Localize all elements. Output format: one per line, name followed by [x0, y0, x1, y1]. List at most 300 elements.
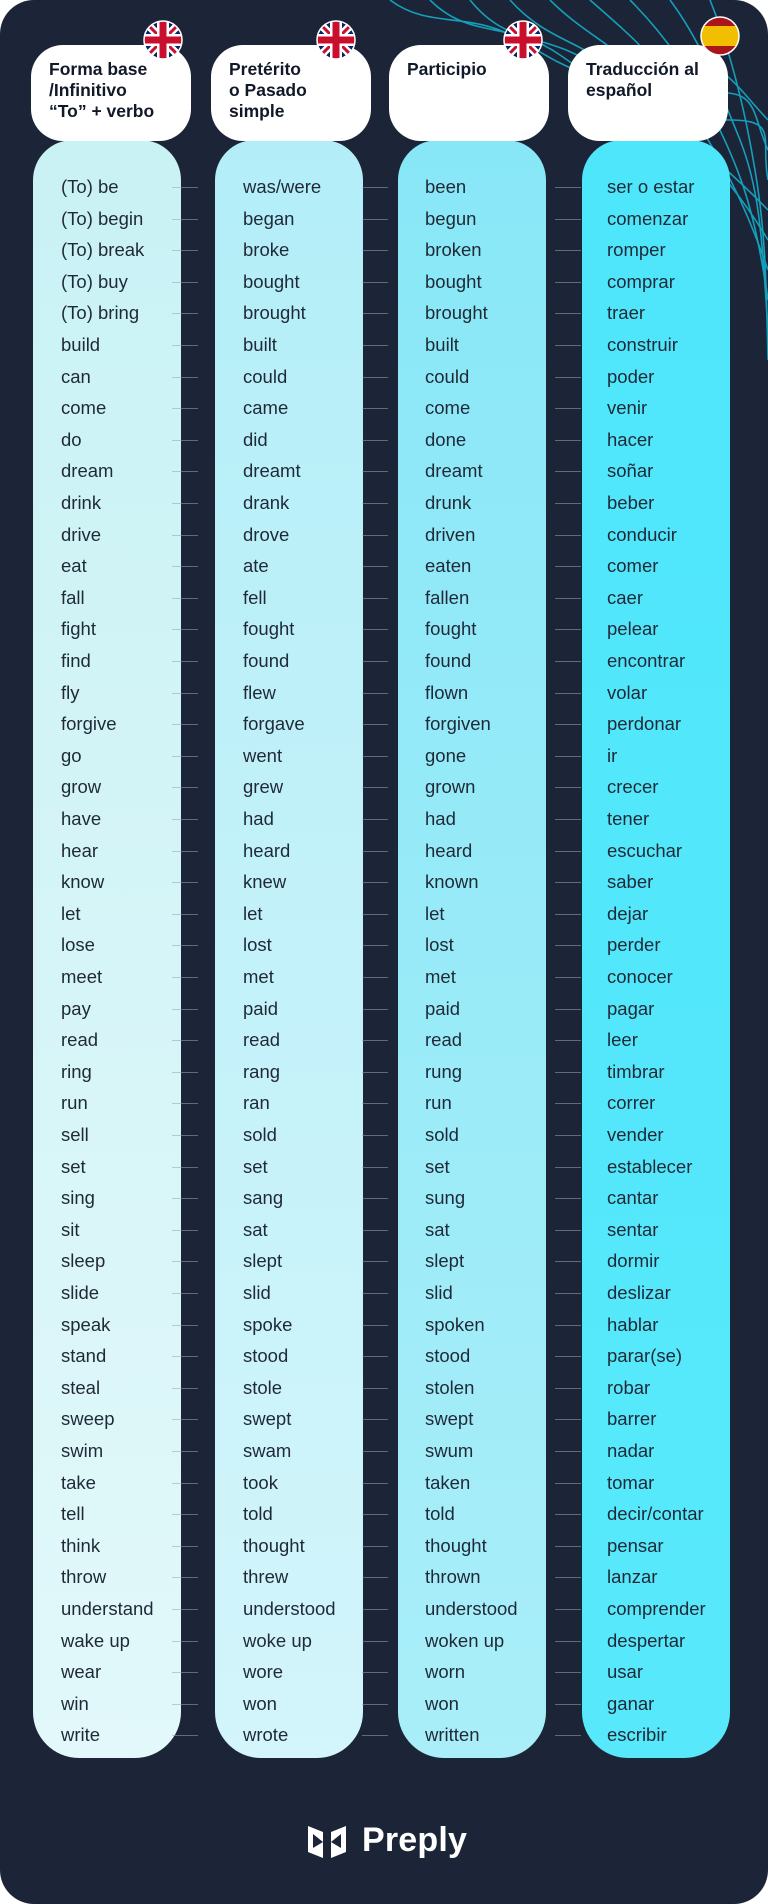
participle-cell: set	[425, 1155, 450, 1177]
participle-cell: eaten	[425, 555, 472, 577]
table-row	[0, 392, 768, 424]
table-row	[0, 1056, 768, 1088]
row-connector-line	[362, 1641, 388, 1642]
header-line: español	[586, 80, 653, 100]
base-form-cell: sit	[61, 1218, 80, 1240]
row-connector-line	[172, 1735, 198, 1736]
header-line: /Infinitivo	[49, 80, 127, 100]
table-row	[0, 771, 768, 803]
row-connector-line	[555, 440, 581, 441]
row-connector-line	[172, 629, 198, 630]
translation-cell: traer	[607, 302, 646, 324]
row-connector-line	[172, 250, 198, 251]
past-simple-cell: could	[243, 365, 288, 387]
base-form-cell: (To) be	[61, 176, 119, 197]
past-simple-cell: spoke	[243, 1313, 293, 1335]
table-row	[0, 519, 768, 551]
table-row	[0, 1688, 768, 1720]
row-connector-line	[362, 471, 388, 472]
row-connector-line	[555, 1325, 581, 1326]
row-connector-line	[555, 408, 581, 409]
row-connector-line	[172, 1609, 198, 1610]
row-connector-line	[172, 977, 198, 978]
participle-cell: thrown	[425, 1566, 481, 1588]
table-row	[0, 1593, 768, 1625]
row-connector-line	[172, 1704, 198, 1705]
past-simple-cell: built	[243, 334, 277, 355]
table-row	[0, 1087, 768, 1119]
row-connector-line	[362, 693, 388, 694]
row-connector-line	[555, 1609, 581, 1610]
row-connector-line	[172, 1040, 198, 1041]
row-connector-line	[362, 1135, 388, 1136]
row-connector-line	[555, 282, 581, 283]
row-connector-line	[555, 535, 581, 536]
row-connector-line	[172, 1546, 198, 1547]
header-line: simple	[229, 101, 285, 121]
past-simple-cell: understood	[243, 1598, 336, 1619]
participle-cell: written	[425, 1724, 480, 1746]
row-connector-line	[362, 1735, 388, 1736]
translation-cell: conducir	[607, 523, 677, 545]
row-connector-line	[555, 787, 581, 788]
past-simple-cell: dreamt	[243, 460, 301, 482]
participle-cell: rung	[425, 1060, 463, 1082]
row-connector-line	[172, 282, 198, 283]
translation-cell: deslizar	[607, 1282, 671, 1303]
row-connector-line	[555, 1167, 581, 1168]
translation-cell: pagar	[607, 997, 655, 1019]
header-line: Participio	[407, 59, 487, 79]
table-row	[0, 424, 768, 456]
row-connector-line	[172, 471, 198, 472]
base-form-cell: sell	[61, 1124, 89, 1145]
base-form-cell: let	[61, 902, 81, 924]
base-form-cell: dream	[61, 460, 114, 482]
participle-cell: woken up	[425, 1629, 505, 1651]
participle-cell: had	[425, 808, 456, 829]
table-row	[0, 1024, 768, 1056]
participle-cell: been	[425, 176, 467, 197]
table-row	[0, 1530, 768, 1562]
past-simple-cell: knew	[243, 871, 287, 893]
table-row	[0, 1214, 768, 1246]
past-simple-cell: paid	[243, 997, 278, 1019]
participle-cell: let	[425, 902, 445, 924]
preply-brand	[306, 1818, 476, 1864]
past-simple-cell: set	[243, 1155, 268, 1177]
past-simple-cell: grew	[243, 776, 284, 798]
row-connector-line	[555, 1040, 581, 1041]
table-row	[0, 1498, 768, 1530]
row-connector-line	[362, 503, 388, 504]
row-connector-line	[172, 1103, 198, 1104]
past-simple-cell: thought	[243, 1534, 305, 1556]
row-connector-line	[172, 535, 198, 536]
participle-cell: sold	[425, 1124, 459, 1145]
translation-cell: hablar	[607, 1313, 659, 1335]
base-form-cell: understand	[61, 1598, 154, 1619]
base-form-cell: tell	[61, 1503, 85, 1525]
translation-cell: sentar	[607, 1218, 659, 1240]
translation-cell: decir/contar	[607, 1503, 704, 1525]
row-connector-line	[362, 1609, 388, 1610]
row-connector-line	[555, 471, 581, 472]
row-connector-line	[362, 1230, 388, 1231]
base-form-cell: forgive	[61, 713, 117, 735]
row-connector-line	[172, 1198, 198, 1199]
header-line: o Pasado	[229, 80, 307, 100]
participle-cell: brought	[425, 302, 488, 324]
translation-cell: dejar	[607, 902, 649, 924]
row-connector-line	[172, 408, 198, 409]
row-connector-line	[172, 819, 198, 820]
participle-cell: slid	[425, 1282, 453, 1303]
row-connector-line	[172, 377, 198, 378]
base-form-cell: fly	[61, 681, 80, 703]
row-connector-line	[362, 345, 388, 346]
past-simple-cell: had	[243, 808, 274, 829]
base-form-cell: sing	[61, 1187, 95, 1209]
base-form-cell: go	[61, 744, 82, 766]
past-simple-cell: fought	[243, 618, 295, 640]
participle-cell: thought	[425, 1534, 487, 1556]
row-connector-line	[172, 1325, 198, 1326]
past-simple-cell: flew	[243, 681, 276, 703]
row-connector-line	[172, 503, 198, 504]
translation-cell: tener	[607, 808, 650, 829]
table-row	[0, 1435, 768, 1467]
participle-cell: sung	[425, 1187, 466, 1209]
row-connector-line	[555, 1388, 581, 1389]
table-row	[0, 1403, 768, 1435]
row-connector-line	[172, 187, 198, 188]
translation-cell: comenzar	[607, 207, 689, 229]
table-row	[0, 1309, 768, 1341]
past-simple-cell: woke up	[243, 1629, 312, 1651]
translation-cell: establecer	[607, 1155, 693, 1177]
past-simple-cell: broke	[243, 239, 290, 261]
row-connector-line	[362, 219, 388, 220]
table-row	[0, 1467, 768, 1499]
row-connector-line	[172, 1388, 198, 1389]
row-connector-line	[172, 1451, 198, 1452]
translation-cell: pensar	[607, 1534, 664, 1556]
participle-cell: told	[425, 1503, 455, 1525]
base-form-cell: lose	[61, 934, 95, 956]
base-form-cell: wake up	[61, 1629, 130, 1651]
table-row	[0, 613, 768, 645]
table-row	[0, 1151, 768, 1183]
table-row	[0, 1561, 768, 1593]
row-connector-line	[172, 1356, 198, 1357]
past-simple-cell: sang	[243, 1187, 284, 1209]
base-form-cell: come	[61, 397, 107, 419]
row-connector-line	[362, 1704, 388, 1705]
header-line: Forma base	[49, 59, 148, 79]
base-form-cell: meet	[61, 966, 103, 987]
translation-cell: lanzar	[607, 1566, 658, 1588]
participle-cell: read	[425, 1029, 463, 1051]
translation-cell: robar	[607, 1376, 651, 1398]
row-connector-line	[362, 1040, 388, 1041]
table-row	[0, 1656, 768, 1688]
participle-cell: grown	[425, 776, 476, 798]
table-row	[0, 1719, 768, 1751]
base-form-cell: take	[61, 1471, 96, 1493]
base-form-cell: sleep	[61, 1250, 106, 1272]
row-connector-line	[555, 1735, 581, 1736]
translation-cell: despertar	[607, 1629, 686, 1651]
table-row	[0, 708, 768, 740]
table-row	[0, 803, 768, 835]
row-connector-line	[555, 345, 581, 346]
base-form-cell: think	[61, 1534, 101, 1556]
row-connector-line	[172, 1514, 198, 1515]
table-row	[0, 1245, 768, 1277]
translation-cell: escribir	[607, 1724, 667, 1746]
row-connector-line	[555, 1546, 581, 1547]
row-connector-line	[362, 282, 388, 283]
translation-cell: hacer	[607, 428, 654, 450]
translation-cell: pelear	[607, 618, 659, 640]
row-connector-line	[555, 1261, 581, 1262]
translation-cell: escuchar	[607, 839, 683, 861]
table-row	[0, 835, 768, 867]
table-row	[0, 1625, 768, 1657]
row-connector-line	[362, 535, 388, 536]
translation-cell: encontrar	[607, 650, 686, 671]
row-connector-line	[555, 661, 581, 662]
row-connector-line	[555, 756, 581, 757]
past-simple-cell: won	[243, 1692, 277, 1714]
past-simple-cell: sat	[243, 1218, 268, 1240]
table-row	[0, 361, 768, 393]
translation-cell: caer	[607, 586, 643, 608]
row-connector-line	[172, 440, 198, 441]
row-connector-line	[555, 187, 581, 188]
table-row	[0, 1277, 768, 1309]
table-row	[0, 929, 768, 961]
row-connector-line	[555, 313, 581, 314]
row-connector-line	[172, 1167, 198, 1168]
base-form-cell: can	[61, 365, 91, 387]
translation-cell: ir	[607, 744, 618, 766]
participle-cell: broken	[425, 239, 482, 261]
participle-cell: met	[425, 966, 456, 987]
participle-cell: run	[425, 1092, 452, 1114]
table-row	[0, 1119, 768, 1151]
row-connector-line	[172, 693, 198, 694]
row-connector-line	[172, 566, 198, 567]
participle-cell: stood	[425, 1345, 471, 1367]
base-form-cell: build	[61, 334, 101, 355]
row-connector-line	[555, 566, 581, 567]
past-simple-cell: bought	[243, 270, 300, 292]
participle-cell: come	[425, 397, 471, 419]
translation-cell: poder	[607, 365, 655, 387]
translation-cell: leer	[607, 1029, 638, 1051]
participle-cell: fought	[425, 618, 477, 640]
base-form-cell: (To) break	[61, 239, 145, 261]
table-row	[0, 297, 768, 329]
row-connector-line	[362, 819, 388, 820]
row-connector-line	[172, 1419, 198, 1420]
participle-cell: built	[425, 334, 459, 355]
row-connector-line	[172, 313, 198, 314]
row-connector-line	[362, 787, 388, 788]
row-connector-line	[362, 1167, 388, 1168]
participle-cell: swum	[425, 1440, 474, 1461]
row-connector-line	[362, 440, 388, 441]
row-connector-line	[362, 914, 388, 915]
row-connector-line	[362, 977, 388, 978]
row-connector-line	[555, 945, 581, 946]
uk-flag-icon	[503, 20, 543, 60]
row-connector-line	[555, 693, 581, 694]
table-row	[0, 171, 768, 203]
row-connector-line	[172, 756, 198, 757]
base-form-cell: (To) buy	[61, 270, 128, 292]
participle-cell: driven	[425, 523, 476, 545]
translation-cell: crecer	[607, 776, 659, 798]
table-row	[0, 582, 768, 614]
participle-cell: found	[425, 650, 472, 671]
participle-cell: done	[425, 428, 467, 450]
table-row	[0, 677, 768, 709]
row-connector-line	[555, 1293, 581, 1294]
past-simple-cell: brought	[243, 302, 306, 324]
translation-cell: romper	[607, 239, 666, 261]
row-connector-line	[362, 566, 388, 567]
row-connector-line	[172, 1641, 198, 1642]
past-simple-cell: threw	[243, 1566, 289, 1588]
row-connector-line	[362, 1514, 388, 1515]
past-simple-cell: went	[243, 744, 283, 766]
translation-cell: correr	[607, 1092, 656, 1114]
table-row	[0, 740, 768, 772]
translation-cell: saber	[607, 871, 654, 893]
row-connector-line	[555, 882, 581, 883]
table-row	[0, 866, 768, 898]
table-row	[0, 645, 768, 677]
header-translation	[568, 45, 728, 141]
row-connector-line	[555, 1198, 581, 1199]
row-connector-line	[362, 1577, 388, 1578]
translation-cell: parar(se)	[607, 1345, 683, 1367]
table-row	[0, 487, 768, 519]
table-row	[0, 993, 768, 1025]
past-simple-cell: told	[243, 1503, 273, 1525]
table-row	[0, 234, 768, 266]
base-form-cell: fall	[61, 586, 85, 608]
preply-logo-icon	[306, 1822, 348, 1860]
table-row	[0, 1340, 768, 1372]
translation-cell: ganar	[607, 1692, 655, 1714]
row-connector-line	[362, 661, 388, 662]
row-connector-line	[362, 1672, 388, 1673]
row-connector-line	[362, 724, 388, 725]
row-connector-line	[555, 1451, 581, 1452]
base-form-cell: fight	[61, 618, 96, 640]
row-connector-line	[555, 977, 581, 978]
spain-flag-icon	[700, 16, 740, 56]
participle-cell: gone	[425, 744, 467, 766]
row-connector-line	[172, 1230, 198, 1231]
row-connector-line	[172, 219, 198, 220]
base-form-cell: read	[61, 1029, 99, 1051]
translation-cell: conocer	[607, 966, 673, 987]
row-connector-line	[172, 661, 198, 662]
past-simple-cell: took	[243, 1471, 278, 1493]
row-connector-line	[555, 1009, 581, 1010]
past-simple-cell: wore	[243, 1661, 284, 1683]
row-connector-line	[172, 851, 198, 852]
row-connector-line	[172, 882, 198, 883]
past-simple-cell: wrote	[243, 1724, 289, 1746]
past-simple-cell: found	[243, 650, 290, 671]
past-simple-cell: came	[243, 397, 289, 419]
row-connector-line	[362, 882, 388, 883]
past-simple-cell: drove	[243, 523, 290, 545]
base-form-cell: hear	[61, 839, 99, 861]
translation-cell: comprar	[607, 270, 675, 292]
row-connector-line	[362, 598, 388, 599]
base-form-cell: drink	[61, 492, 102, 513]
participle-cell: sat	[425, 1218, 450, 1240]
past-simple-cell: drank	[243, 492, 290, 513]
base-form-cell: pay	[61, 997, 91, 1019]
past-simple-cell: forgave	[243, 713, 305, 735]
row-connector-line	[362, 1103, 388, 1104]
base-form-cell: write	[61, 1724, 101, 1746]
participle-cell: taken	[425, 1471, 471, 1493]
base-form-cell: win	[61, 1692, 89, 1714]
participle-cell: begun	[425, 207, 477, 229]
base-form-cell: wear	[61, 1661, 102, 1683]
participle-cell: lost	[425, 934, 454, 956]
row-connector-line	[362, 1325, 388, 1326]
row-connector-line	[172, 1577, 198, 1578]
row-connector-line	[555, 629, 581, 630]
base-form-cell: grow	[61, 776, 102, 798]
participle-cell: could	[425, 365, 470, 387]
base-form-cell: ring	[61, 1060, 92, 1082]
header-line: “To” + verbo	[49, 101, 155, 121]
base-form-cell: speak	[61, 1313, 111, 1335]
row-connector-line	[555, 1483, 581, 1484]
table-row	[0, 898, 768, 930]
row-connector-line	[555, 377, 581, 378]
row-connector-line	[362, 1388, 388, 1389]
base-form-cell: stand	[61, 1345, 107, 1367]
row-connector-line	[362, 187, 388, 188]
row-connector-line	[555, 1514, 581, 1515]
row-connector-line	[362, 851, 388, 852]
translation-cell: construir	[607, 334, 678, 355]
row-connector-line	[555, 1641, 581, 1642]
row-connector-line	[172, 1072, 198, 1073]
row-connector-line	[555, 598, 581, 599]
past-simple-cell: let	[243, 902, 263, 924]
base-form-cell: swim	[61, 1440, 104, 1461]
row-connector-line	[362, 1483, 388, 1484]
translation-cell: soñar	[607, 460, 654, 482]
row-connector-line	[555, 1577, 581, 1578]
row-connector-line	[555, 250, 581, 251]
row-connector-line	[172, 1261, 198, 1262]
table-row	[0, 1372, 768, 1404]
